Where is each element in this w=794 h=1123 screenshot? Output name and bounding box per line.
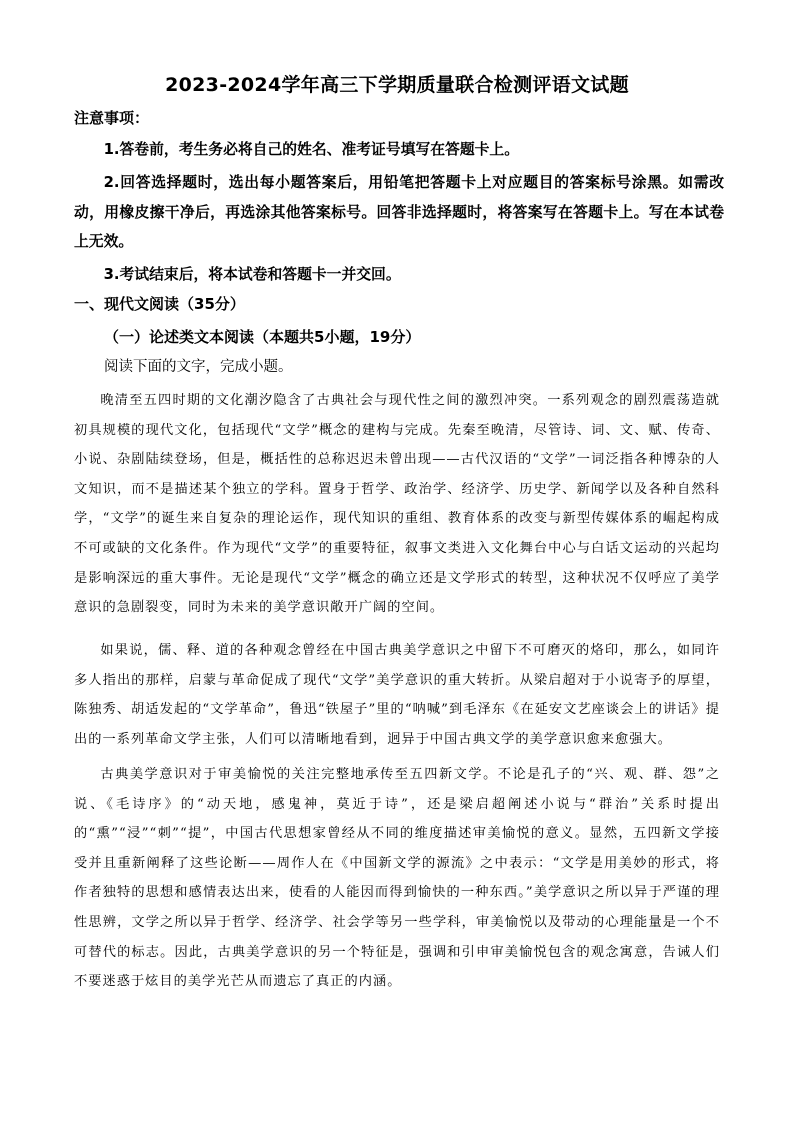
subsection-heading: （一）论述类文本阅读（本题共5小题，19分）	[104, 328, 421, 346]
passage-paragraph-2: 如果说，儒、释、道的各种观念曾经在中国古典美学意识之中留下不可磨灭的烙印，那么，如同许多人指出的那样，启蒙与革命促成了现代“文学”美学意识的重大转折。从梁启超对于小说寄予的厚望，陈独秀、胡适发起的“文学革命”，鲁迅“铁屋子”里的“呐喊”到毛泽东《在延安文艺座谈会上的讲话》提出的一系列革命文学主张，人们可以清晰地看到，迥异于中国古典文学的美学意识愈来愈强大。	[74, 643, 720, 747]
notice-item-1: 1.答卷前，考生务必将自己的姓名、准考证号填写在答题卡上。	[103, 141, 520, 158]
passage-paragraph-3: 古典美学意识对于审美愉悦的关注完整地承传至五四新文学。不论是孔子的“兴、观、群、怨”之说、《毛诗序》的“动天地，感鬼神，莫近于诗”，还是梁启超阐述小说与“群治”关系时提出的“熏”“浸”“刺”“提”，中国古代思想家曾经从不同的维度描述审美愉悦的意义。显然，五四新文学接受并且重新阐释了这些论断——周作人在《中国新文学的源流》之中表示：“文学是用美妙的形式，将作者独特的思想和感情表达出来，使看的人能因而得到愉快的一种东西。”美学意识之所以异于严谨的理性思辨，文学之所以异于哲学、经济学、社会学等另一些学科，审美愉悦以及带动的心理能量是一个不可替代的标志。因此，古典美学意识的另一个特征是，强调和引申审美愉悦包含的观念寓意，告诫人们不要迷惑于炫目的美学光芒从而遗忘了真正的内涵。	[74, 767, 720, 990]
reading-instruction: 阅读下面的文字，完成小题。	[104, 359, 293, 375]
passage-paragraph-1: 晚清至五四时期的文化潮汐隐含了古典社会与现代性之间的激烈冲突。一系列观念的剧烈震荡造就初具规模的现代文化，包括现代“文学”概念的建构与完成。先秦至晚清，尽管诗、词、文、赋、传奇、小说、杂剧陆续登场，但是，概括性的总称迟迟未曾出现——古代汉语的“文学”一词泛指各种博杂的人文知识，而不是描述某个独立的学科。置身于哲学、政治学、经济学、历史学、新闻学以及各种自然科学，“文学”的诞生来自复杂的理论运作，现代知识的重组、教育体系的改变与新型传媒体系的崛起构成不可或缺的文化条件。作为现代“文学”的重要特征，叙事文类进入文化舞台中心与白话文运动的兴起均是影响深远的重大事件。无论是现代“文学”概念的确立还是文学形式的转型，这种状况不仅呼应了美学意识的急剧裂变，同时为未来的美学意识敞开广阔的空间。	[74, 393, 720, 616]
section-heading: 一、现代文阅读（35分）	[74, 295, 245, 313]
exam-title: 2023-2024学年高三下学期质量联合检测评语文试题	[165, 74, 629, 96]
notice-heading: 注意事项：	[74, 109, 150, 127]
notice-item-3: 3.考试结束后，将本试卷和答题卡一并交回。	[103, 266, 401, 283]
notice-item-2: 2.回答选择题时，选出每小题答案后，用铅笔把答题卡上对应题目的答案标号涂黑。如需改动，用橡皮擦干净后，再选涂其他答案标号。回答非选择题时，将答案写在答题卡上。写在本试卷上无效。	[74, 174, 724, 250]
